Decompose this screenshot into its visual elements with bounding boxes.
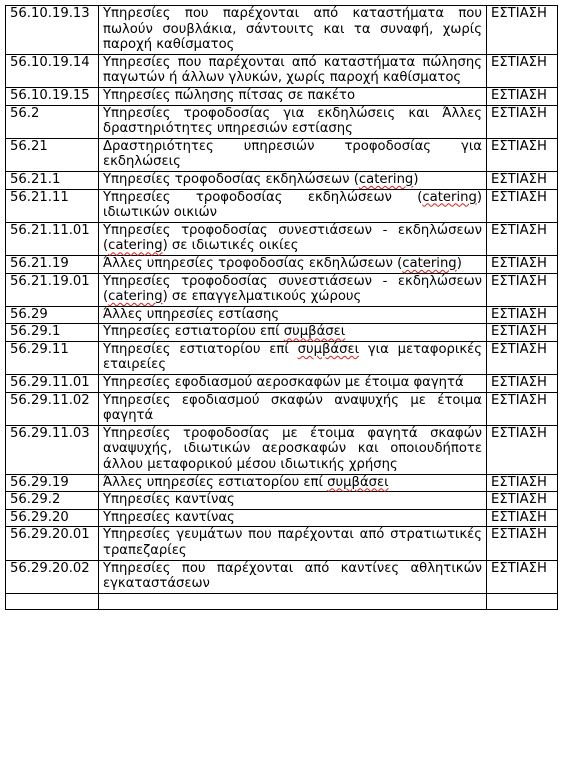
category-cell: ΕΣΤΙΑΣΗ bbox=[487, 392, 558, 425]
activity-description-cell bbox=[99, 54, 487, 87]
category-cell: ΕΣΤΙΑΣΗ bbox=[487, 171, 558, 189]
category-cell: ΕΣΤΙΑΣΗ bbox=[487, 138, 558, 171]
spellcheck-flagged-word: catering bbox=[422, 189, 477, 205]
description-text: Υπηρεσίες εφοδιασμού σκαφών αναψυχής με έτοιμα φαγητά bbox=[103, 392, 482, 424]
category-cell: ΕΣΤΙΑΣΗ bbox=[487, 492, 558, 510]
description-text: Άλλες υπηρεσίες τροφοδοσίας εκδηλώσεων ( bbox=[103, 255, 403, 271]
spellcheck-flagged-word: catering bbox=[358, 171, 414, 187]
description-text: Άλλες υπηρεσίες εστιατορίου επί bbox=[103, 474, 328, 490]
table-row-partial bbox=[6, 593, 558, 609]
activity-code-cell: 56.21.19.01 bbox=[6, 273, 99, 306]
category-cell: ΕΣΤΙΑΣΗ bbox=[487, 105, 558, 138]
activity-description-cell bbox=[99, 273, 487, 306]
table-row bbox=[6, 375, 558, 393]
activity-description-cell bbox=[99, 492, 487, 510]
spellcheck-flagged-word: catering bbox=[402, 255, 457, 271]
category-cell: ΕΣΤΙΑΣΗ bbox=[487, 375, 558, 393]
category-cell: ΕΣΤΙΑΣΗ bbox=[487, 189, 558, 222]
description-text: Υπηρεσίες τροφοδοσίας εκδηλώσεων ( bbox=[103, 171, 359, 187]
description-text: Υπηρεσίες τροφοδοσίας εκδηλώσεων ( bbox=[103, 189, 423, 205]
activity-code-cell: 56.10.19.13 bbox=[6, 6, 99, 55]
activity-code-cell: 56.29.11.01 bbox=[6, 375, 99, 393]
table-row bbox=[6, 341, 558, 374]
activity-code-cell: 56.29.11.02 bbox=[6, 392, 99, 425]
category-cell: ΕΣΤΙΑΣΗ bbox=[487, 6, 558, 55]
description-text: Υπηρεσίες καντίνας bbox=[103, 509, 235, 525]
table-row bbox=[6, 474, 558, 492]
activity-description-cell bbox=[99, 306, 487, 324]
activity-code-cell: 56.29 bbox=[6, 306, 99, 324]
description-text: Υπηρεσίες τροφοδοσίας συνεστιάσεων - εκδηλώσεων ( bbox=[103, 222, 482, 254]
empty-cell bbox=[99, 593, 487, 609]
table-row bbox=[6, 105, 558, 138]
table-row bbox=[6, 189, 558, 222]
description-text: Υπηρεσίες γευμάτων που παρέχονται από στρατιωτικές τραπεζαρίες bbox=[103, 527, 482, 558]
activity-description-cell bbox=[99, 324, 487, 342]
activity-code-cell: 56.29.20 bbox=[6, 509, 99, 527]
activity-description-cell bbox=[99, 222, 487, 255]
activity-description-cell bbox=[99, 171, 487, 189]
table-row bbox=[6, 138, 558, 171]
table-row bbox=[6, 527, 558, 560]
table-row bbox=[6, 560, 558, 593]
empty-cell bbox=[487, 593, 558, 609]
description-text: Υπηρεσίες καντίνας bbox=[103, 492, 235, 508]
description-text: Δραστηριότητες υπηρεσιών τροφοδοσίας για εκδηλώσεις bbox=[103, 138, 482, 170]
description-text: Άλλες υπηρεσίες εστίασης bbox=[103, 306, 280, 322]
table-row bbox=[6, 171, 558, 189]
activity-description-cell bbox=[99, 341, 487, 374]
activity-code-cell: 56.21.11 bbox=[6, 189, 99, 222]
description-text: ) σε ιδιωτικές οικίες bbox=[162, 238, 299, 254]
description-text: Υπηρεσίες εστιατορίου επί bbox=[103, 324, 284, 340]
category-cell: ΕΣΤΙΑΣΗ bbox=[487, 527, 558, 560]
spellcheck-flagged-word: catering bbox=[108, 238, 163, 254]
activity-code-cell: 56.2 bbox=[6, 105, 99, 138]
activity-description-cell bbox=[99, 474, 487, 492]
spellcheck-flagged-word: συμβάσει bbox=[297, 341, 360, 357]
category-cell: ΕΣΤΙΑΣΗ bbox=[487, 474, 558, 492]
activity-description-cell bbox=[99, 87, 487, 105]
activity-description-cell bbox=[99, 255, 487, 273]
activity-code-table bbox=[5, 5, 558, 610]
spellcheck-flagged-word: συμβάσει bbox=[327, 474, 389, 490]
description-text: Υπηρεσίες που παρέχονται από καταστήματα πώλησης παγωτών ή άλλων γλυκών, χωρίς παροχή καθίσματος bbox=[103, 54, 482, 86]
table-row bbox=[6, 425, 558, 474]
table-row bbox=[6, 492, 558, 510]
description-text: Υπηρεσίες πώλησης πίτσας σε πακέτο bbox=[103, 87, 356, 103]
description-text: Υπηρεσίες εφοδιασμού αεροσκαφών με έτοιμα φαγητά bbox=[103, 375, 464, 391]
category-cell: ΕΣΤΙΑΣΗ bbox=[487, 87, 558, 105]
description-text: Υπηρεσίες τροφοδοσίας για εκδηλώσεις και Άλλες δραστηριότητες υπηρεσιών εστίασης bbox=[103, 105, 482, 137]
activity-code-cell: 56.21.1 bbox=[6, 171, 99, 189]
activity-description-cell bbox=[99, 425, 487, 474]
description-text: ) σε επαγγελματικούς χώρους bbox=[162, 289, 362, 305]
activity-code-cell: 56.21.19 bbox=[6, 255, 99, 273]
table-row bbox=[6, 6, 558, 55]
description-text: για μεταφορικές εταιρείες bbox=[103, 341, 482, 373]
category-cell: ΕΣΤΙΑΣΗ bbox=[487, 324, 558, 342]
activity-description-cell bbox=[99, 105, 487, 138]
activity-code-cell: 56.29.20.02 bbox=[6, 560, 99, 593]
spellcheck-flagged-word: catering bbox=[108, 289, 163, 305]
table-row bbox=[6, 273, 558, 306]
category-cell: ΕΣΤΙΑΣΗ bbox=[487, 306, 558, 324]
description-text: ) bbox=[456, 255, 462, 271]
table-row bbox=[6, 306, 558, 324]
table-row bbox=[6, 222, 558, 255]
category-cell: ΕΣΤΙΑΣΗ bbox=[487, 222, 558, 255]
activity-code-cell: 56.29.1 bbox=[6, 324, 99, 342]
description-text: Υπηρεσίες τροφοδοσίας συνεστιάσεων - εκδηλώσεων ( bbox=[103, 273, 482, 305]
activity-description-cell bbox=[99, 527, 487, 560]
category-cell: ΕΣΤΙΑΣΗ bbox=[487, 425, 558, 474]
category-cell: ΕΣΤΙΑΣΗ bbox=[487, 509, 558, 527]
table-row bbox=[6, 509, 558, 527]
activity-code-cell: 56.21 bbox=[6, 138, 99, 171]
table-body bbox=[6, 6, 558, 610]
category-cell: ΕΣΤΙΑΣΗ bbox=[487, 341, 558, 374]
activity-description-cell bbox=[99, 6, 487, 55]
category-cell: ΕΣΤΙΑΣΗ bbox=[487, 54, 558, 87]
spellcheck-flagged-word: συμβάσει bbox=[283, 324, 346, 340]
activity-code-cell: 56.10.19.15 bbox=[6, 87, 99, 105]
table-row bbox=[6, 54, 558, 87]
activity-description-cell bbox=[99, 138, 487, 171]
activity-code-cell: 56.29.20.01 bbox=[6, 527, 99, 560]
description-text: Υπηρεσίες που παρέχονται από καταστήματα που πωλούν σουβλάκια, σάντουιτς και τα συναφή, χωρίς παροχή καθίσματος bbox=[103, 6, 482, 53]
activity-code-cell: 56.21.11.01 bbox=[6, 222, 99, 255]
table-row bbox=[6, 255, 558, 273]
table-row bbox=[6, 392, 558, 425]
activity-description-cell bbox=[99, 392, 487, 425]
activity-description-cell bbox=[99, 509, 487, 527]
activity-code-cell: 56.10.19.14 bbox=[6, 54, 99, 87]
description-text: Υπηρεσίες τροφοδοσίας με έτοιμα φαγητά σκαφών αναψυχής, ιδιωτικών αεροσκαφών και οποιουδήποτε άλλου μεταφορικού μέσου ιδιωτικής χρήσης bbox=[103, 425, 482, 473]
description-text: Υπηρεσίες που παρέχονται από καντίνες αθλητικών εγκαταστάσεων bbox=[103, 560, 482, 592]
table-row bbox=[6, 324, 558, 342]
category-cell: ΕΣΤΙΑΣΗ bbox=[487, 255, 558, 273]
activity-description-cell bbox=[99, 189, 487, 222]
activity-code-cell: 56.29.11.03 bbox=[6, 425, 99, 474]
activity-description-cell bbox=[99, 375, 487, 393]
category-cell: ΕΣΤΙΑΣΗ bbox=[487, 560, 558, 593]
activity-description-cell bbox=[99, 560, 487, 593]
activity-code-cell: 56.29.11 bbox=[6, 341, 99, 374]
description-text: Υπηρεσίες εστιατορίου επί bbox=[103, 341, 298, 357]
empty-cell bbox=[6, 593, 99, 609]
activity-code-cell: 56.29.19 bbox=[6, 474, 99, 492]
table-row bbox=[6, 87, 558, 105]
description-text: ) ιδιωτικών οικιών bbox=[103, 189, 482, 221]
description-text: ) bbox=[413, 171, 419, 187]
category-cell: ΕΣΤΙΑΣΗ bbox=[487, 273, 558, 306]
activity-code-cell: 56.29.2 bbox=[6, 492, 99, 510]
